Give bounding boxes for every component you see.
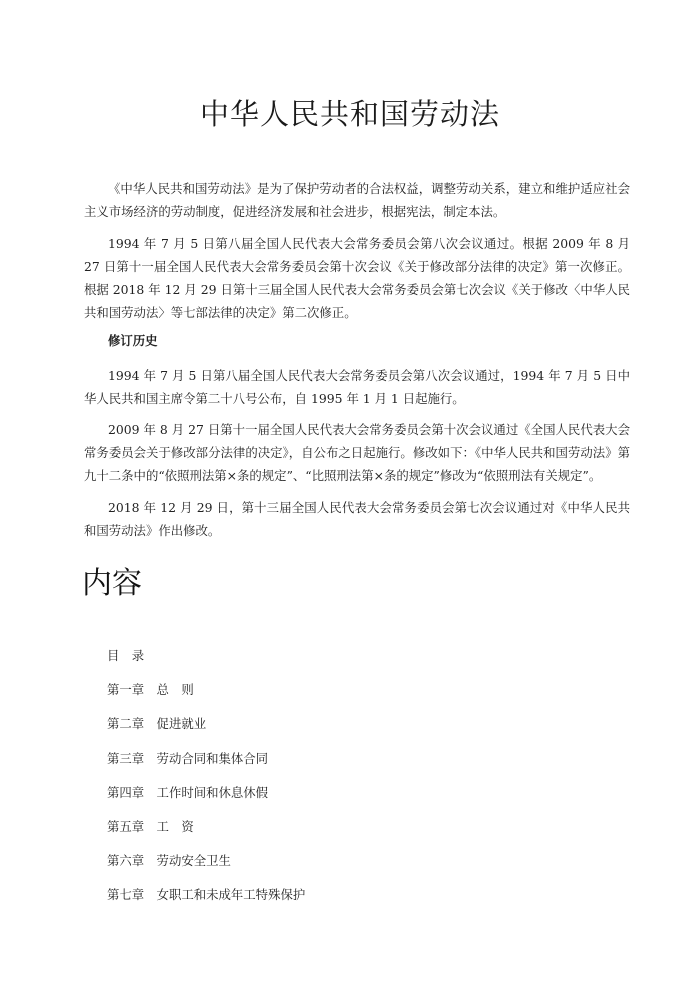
toc-item: 第二章 促进就业 <box>107 716 207 732</box>
toc-item: 第三章 劳动合同和集体合同 <box>107 750 269 766</box>
revision-entry-2018: 2018 年 12 月 29 日，第十三届全国人民代表大会常务委员会第七次会议通过对《中华人民共和国劳动法》作出修改。 <box>84 500 630 538</box>
revision-entry-2009: 2009 年 8 月 27 日第十一届全国人民代表大会常务委员会第十次会议通过《全国人民代表大会常务委员会关于修改部分法律的决定》，自公布之日起施行。修改如下：《中华人民共和国劳动法》第九十二条中的“依照刑法第×条的规定”、“比照刑法第×条的规定”修改为“依照刑法有关规定”。 <box>84 422 630 483</box>
toc-item: 第六章 劳动安全卫生 <box>107 853 231 869</box>
toc-item: 第一章 总 则 <box>107 682 194 698</box>
document-title: 中华人民共和国劳动法 <box>199 97 500 131</box>
enactment-paragraph: 1994 年 7 月 5 日第八届全国人民代表大会常务委员会第八次会议通过。根据 2009 年 8 月 27 日第十一届全国人民代表大会常务委员会第十次会议《关于修改部分法律的决定》第一次修正。根据 2018 年 12 月 29 日第十三届全国人民代表大会常务委员会第七次会议《关于修改〈中华人民共和国劳动法〉等七部法律的决定》第二次修正。 <box>84 236 630 320</box>
toc-item: 第五章 工 资 <box>107 818 194 834</box>
toc-item: 目 录 <box>107 648 145 663</box>
revision-entry-1994: 1994 年 7 月 5 日第八届全国人民代表大会常务委员会第八次会议通过，1994 年 7 月 5 日中华人民共和国主席令第二十八号公布，自 1995 年 1 月 1 日起施行。 <box>84 368 630 406</box>
table-of-contents <box>107 645 305 919</box>
intro-paragraph: 《中华人民共和国劳动法》是为了保护劳动者的合法权益，调整劳动关系，建立和维护适应社会主义市场经济的劳动制度，促进经济发展和社会进步，根据宪法，制定本法。 <box>84 181 630 219</box>
revision-history-heading: 修订历史 <box>108 333 158 348</box>
toc-item: 第七章 女职工和未成年工特殊保护 <box>107 887 306 903</box>
contents-heading: 内容 <box>82 566 142 601</box>
toc-item: 第四章 工作时间和休息休假 <box>107 784 269 800</box>
